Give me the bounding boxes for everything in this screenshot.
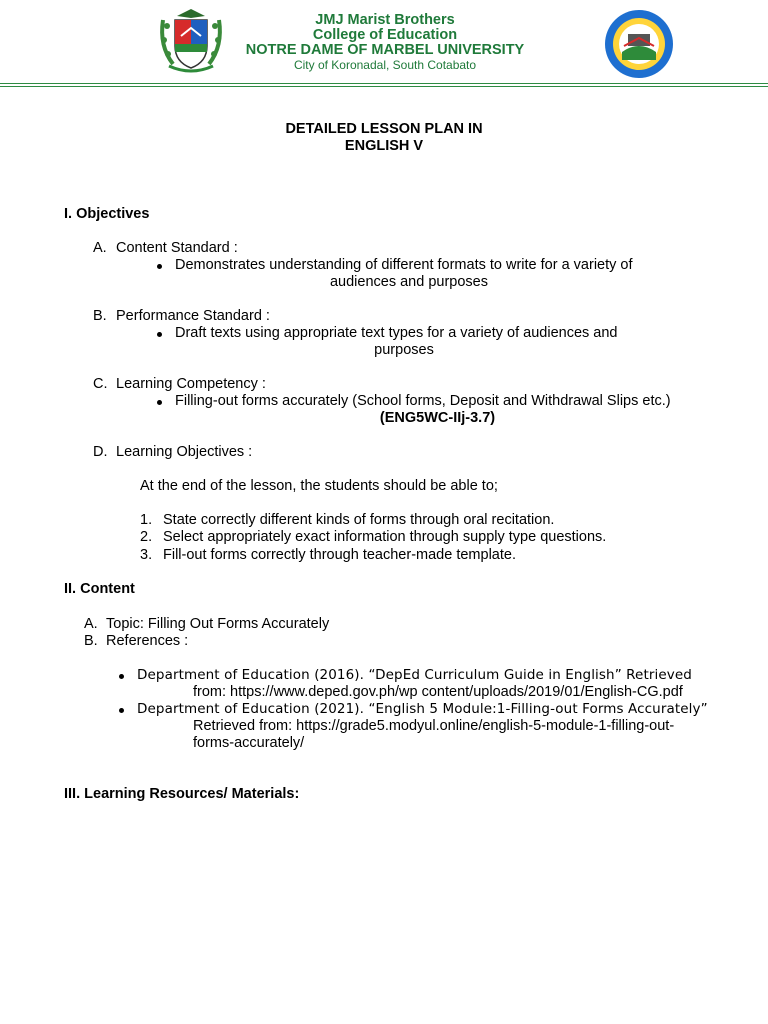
section-heading-content: II. Content — [64, 581, 135, 597]
college-name-line-1: JMJ Marist Brothers — [315, 12, 455, 28]
performance-standard-line-2: purposes — [374, 342, 434, 358]
reference-1-line-2: from: https://www.deped.gov.ph/wp content/uploads/2019/01/English-CG.pdf — [193, 684, 683, 700]
header-divider-bottom — [0, 86, 768, 87]
content-standard-line-2: audiences and purposes — [329, 274, 488, 290]
list-item: Select appropriately exact information through supply type questions. — [163, 529, 607, 545]
list-item: State correctly different kinds of forms through oral recitation. — [163, 512, 555, 528]
objective-d-text: Learning Objectives : — [116, 444, 253, 460]
performance-standard-line-1: Draft texts using appropriate text types for a variety of audiences and — [175, 325, 618, 341]
content-references-label: References : — [106, 633, 189, 649]
section-heading-learning-resources: III. Learning Resources/ Materials: — [64, 786, 300, 802]
content-b-label: B. — [84, 633, 98, 649]
reference-1-line-1: Department of Education (2016). “DepEd Curriculum Guide in English” Retrieved — [137, 667, 692, 683]
reference-2-line-2: Retrieved from: https://grade5.modyul.online/english-5-module-1-filling-out- — [193, 718, 675, 734]
university-name: NOTRE DAME OF MARBEL UNIVERSITY — [245, 42, 525, 58]
list-item-number: 1. — [140, 512, 153, 528]
reference-2-line-3: forms-accurately/ — [193, 735, 305, 751]
document-title-line-1: DETAILED LESSON PLAN IN — [285, 121, 483, 137]
content-standard-line-1: Demonstrates understanding of different formats to write for a variety of — [175, 257, 633, 273]
learning-competency-line-1: Filling-out forms accurately (School forms, Deposit and Withdrawal Slips etc.) — [175, 393, 671, 409]
bullet-icon — [157, 400, 162, 405]
objective-b-label: B. — [93, 308, 107, 324]
header-divider-top — [0, 83, 768, 84]
university-address: City of Koronadal, South Cotabato — [293, 58, 477, 72]
list-item-number: 3. — [140, 547, 153, 563]
college-name-line-2: College of Education — [312, 27, 458, 43]
objective-a-label: A. — [93, 240, 107, 256]
objective-c-label: C. — [93, 376, 108, 392]
letterhead — [0, 0, 768, 90]
objective-c-text: Learning Competency : — [116, 376, 266, 392]
bullet-icon — [119, 674, 124, 679]
objective-a-text: Content Standard : — [116, 240, 238, 256]
list-item-number: 2. — [140, 529, 153, 545]
bullet-icon — [119, 708, 124, 713]
content-a-label: A. — [84, 616, 98, 632]
reference-2-line-1: Department of Education (2021). “English 5 Module:1-Filling-out Forms Accurately” — [137, 701, 708, 717]
objective-b-text: Performance Standard : — [116, 308, 270, 324]
learning-competency-code: (ENG5WC-IIj-3.7) — [379, 410, 496, 426]
section-heading-objectives: I. Objectives — [64, 206, 150, 222]
bullet-icon — [157, 264, 162, 269]
objective-d-label: D. — [93, 444, 108, 460]
university-crest-logo — [155, 6, 227, 78]
content-topic: Topic: Filling Out Forms Accurately — [106, 616, 330, 632]
letterhead-text — [240, 13, 530, 73]
document-title-line-2: ENGLISH V — [344, 138, 424, 154]
objectives-intro: At the end of the lesson, the students should be able to; — [140, 478, 498, 494]
bullet-icon — [157, 332, 162, 337]
college-of-education-seal-logo — [600, 8, 678, 80]
list-item: Fill-out forms correctly through teacher-made template. — [163, 547, 516, 563]
